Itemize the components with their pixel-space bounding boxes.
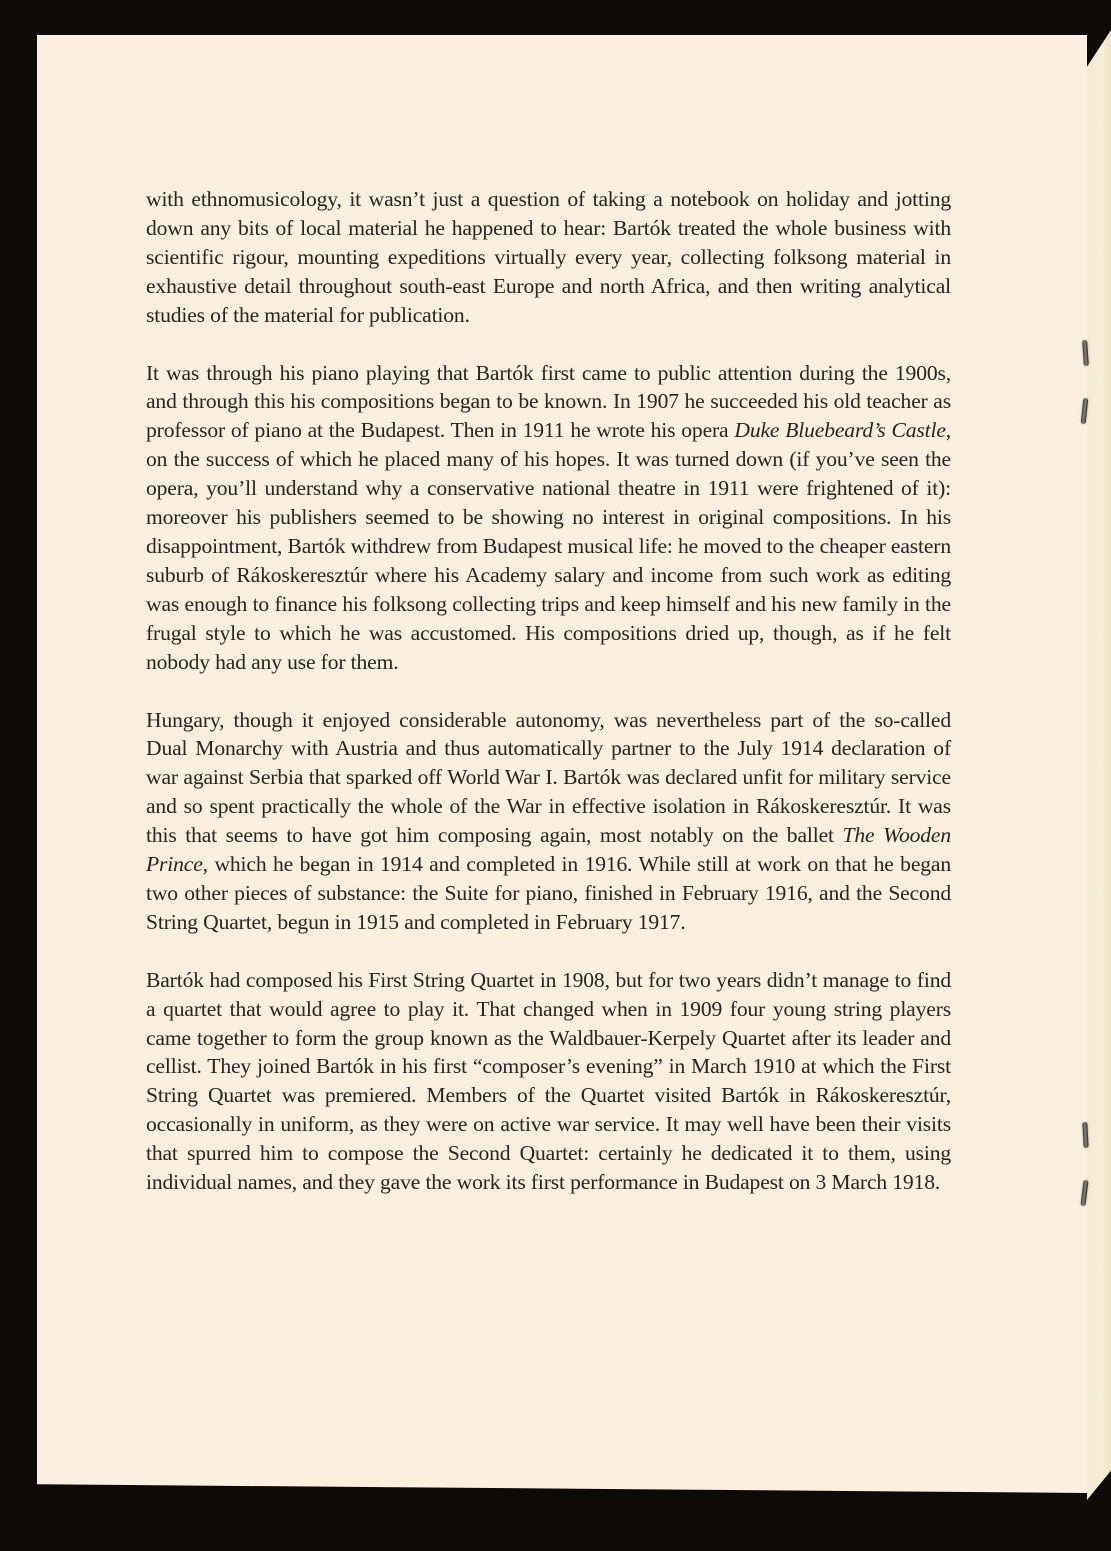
paragraph-ethnomusicology <box>146 185 951 330</box>
paragraph-text: with ethnomusicology, it wasn’t just a question of taking a notebook on holiday and jotting down any bits of local material he happened to hear: Bartók treated the whole business with scientific rigour, mounting expeditions virtually every year, collecting folksong material in exhaustive detail throughout south-east Europe and north Africa, and then writing analytical studies of the material for publication. <box>146 187 951 327</box>
paragraph-piano-career <box>146 359 951 677</box>
body-text <box>146 185 951 1226</box>
paragraph-text: Bartók had composed his First String Quartet in 1908, but for two years didn’t manage to find a quartet that would agree to play it. That changed when in 1909 four young string players came together to form the group known as the Waldbauer-Kerpely Quartet after its leader and cellist. They joined Bartók in his first “composer’s evening” in March 1910 at which the First String Quartet was premiered. Members of the Quartet visited Bartók in Rákoskeresztúr, occasionally in uniform, as they were on active war service. It may well have been their visits that spurred him to compose the Second Quartet: certainly he dedicated it to them, using individual names, and they gave the work its first performance in Budapest on 3 March 1918. <box>146 967 951 1195</box>
paragraph-string-quartets <box>146 966 951 1197</box>
paragraph-text: , which he began in 1914 and completed in 1916. While still at work on that he began two other pieces of substance: the Suite for piano, finished in February 1916, and the Second String Quartet, begun in 1915 and completed in February 1917. <box>146 852 951 934</box>
paragraph-text: Hungary, though it enjoyed considerable autonomy, was nevertheless part of the so-called Dual Monarchy with Austria and thus automatically partner to the July 1914 declaration of war against Serbia that sparked off World War I. Bartók was declared unfit for military service and so spent practically the whole of the War in effective isolation in Rákoskeresztúr. It was this that seems to have got him composing again, most notably on the ballet <box>146 707 951 848</box>
paragraph-text: , on the success of which he placed many of his hopes. It was turned down (if you’ve seen the opera, you’ll understand why a conservative national theatre in 1911 were frightened of it): moreover his publishers seemed to be showing no interest in original compositions. In his disappointment, Bartók withdrew from Budapest musical life: he moved to the cheaper eastern suburb of Rákoskeresztúr where his Academy salary and income from such work as editing was enough to finance his folksong collecting trips and keep himself and his new family in the frugal style to which he was accustomed. His compositions dried up, though, as if he felt nobody had any use for them. <box>146 418 951 674</box>
paragraph-text: It was through his piano playing that Bartók first came to public attention during the 1900s, and through this his compositions began to be known. In 1907 he succeeded his old teacher as professor of piano at the Budapest. Then in 1911 he wrote his opera <box>146 360 951 443</box>
work-title-wooden-prince: The Wooden Prince <box>146 823 951 877</box>
page-spine-edge <box>1087 30 1111 1500</box>
work-title-bluebeard: Duke Bluebeard’s Castle <box>734 418 946 443</box>
paragraph-war-years <box>146 706 951 937</box>
